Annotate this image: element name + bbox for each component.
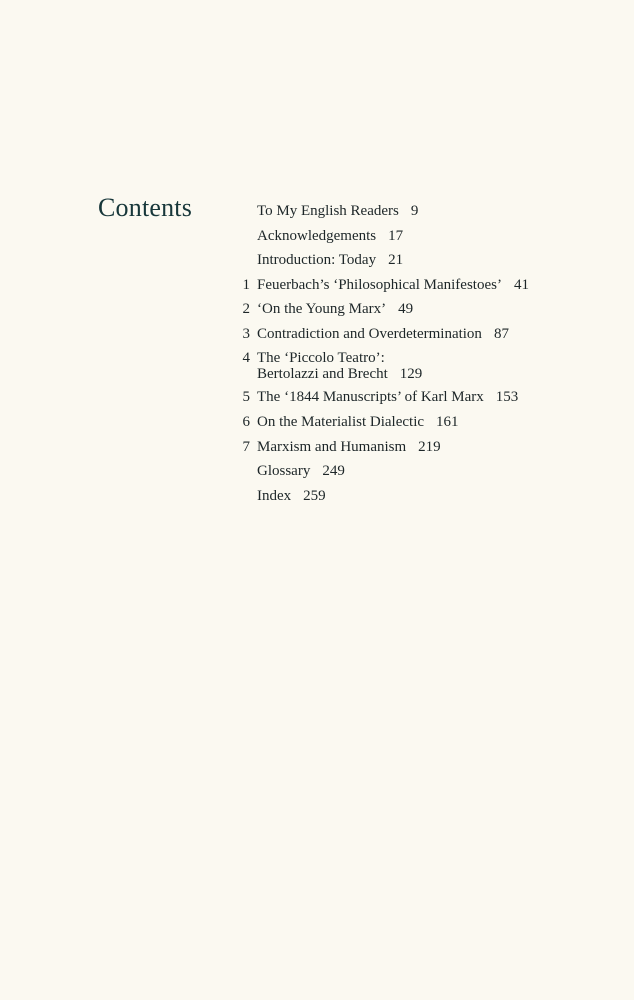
entry-title: The ‘Piccolo Teatro’: [257,350,385,366]
chapter-number: 4 [242,350,250,366]
page-number: 219 [418,439,441,455]
chapter-number: 5 [242,389,250,405]
entry-title: ‘On the Young Marx’ [257,301,387,317]
page-number: 87 [493,326,509,342]
page-number: 49 [398,301,414,317]
page-number: 21 [388,252,404,268]
entry-title: Index [257,488,292,504]
page-number: 161 [436,414,459,430]
page-number: 129 [399,366,423,382]
chapter-number: 6 [242,414,250,430]
page-number: 9 [410,203,419,219]
contents-heading: Contents [98,193,193,222]
chapter-number: 2 [242,301,250,317]
entry-title: Introduction: Today [257,252,377,268]
page-number: 259 [303,488,326,504]
entry-title: Contradiction and Overdetermination [257,326,482,342]
entry-title: On the Materialist Dialectic [257,414,425,430]
entry-title-line2: Bertolazzi and Brecht [257,366,388,382]
page-number: 153 [495,389,519,405]
chapter-number: 1 [242,277,250,293]
entry-title: Marxism and Humanism [257,439,407,455]
entry-title: Feuerbach’s ‘Philosophical Manifestoes’ [257,277,502,293]
page-number: 17 [388,228,404,244]
entry-title: To My English Readers [257,203,399,219]
chapter-number: 7 [242,439,250,455]
entry-title: The ‘1844 Manuscripts’ of Karl Marx [257,389,484,405]
entry-title: Glossary [257,463,311,479]
page-number: 41 [513,277,529,293]
page-number: 249 [322,463,345,479]
entry-title: Acknowledgements [257,228,377,244]
chapter-number: 3 [242,326,250,342]
